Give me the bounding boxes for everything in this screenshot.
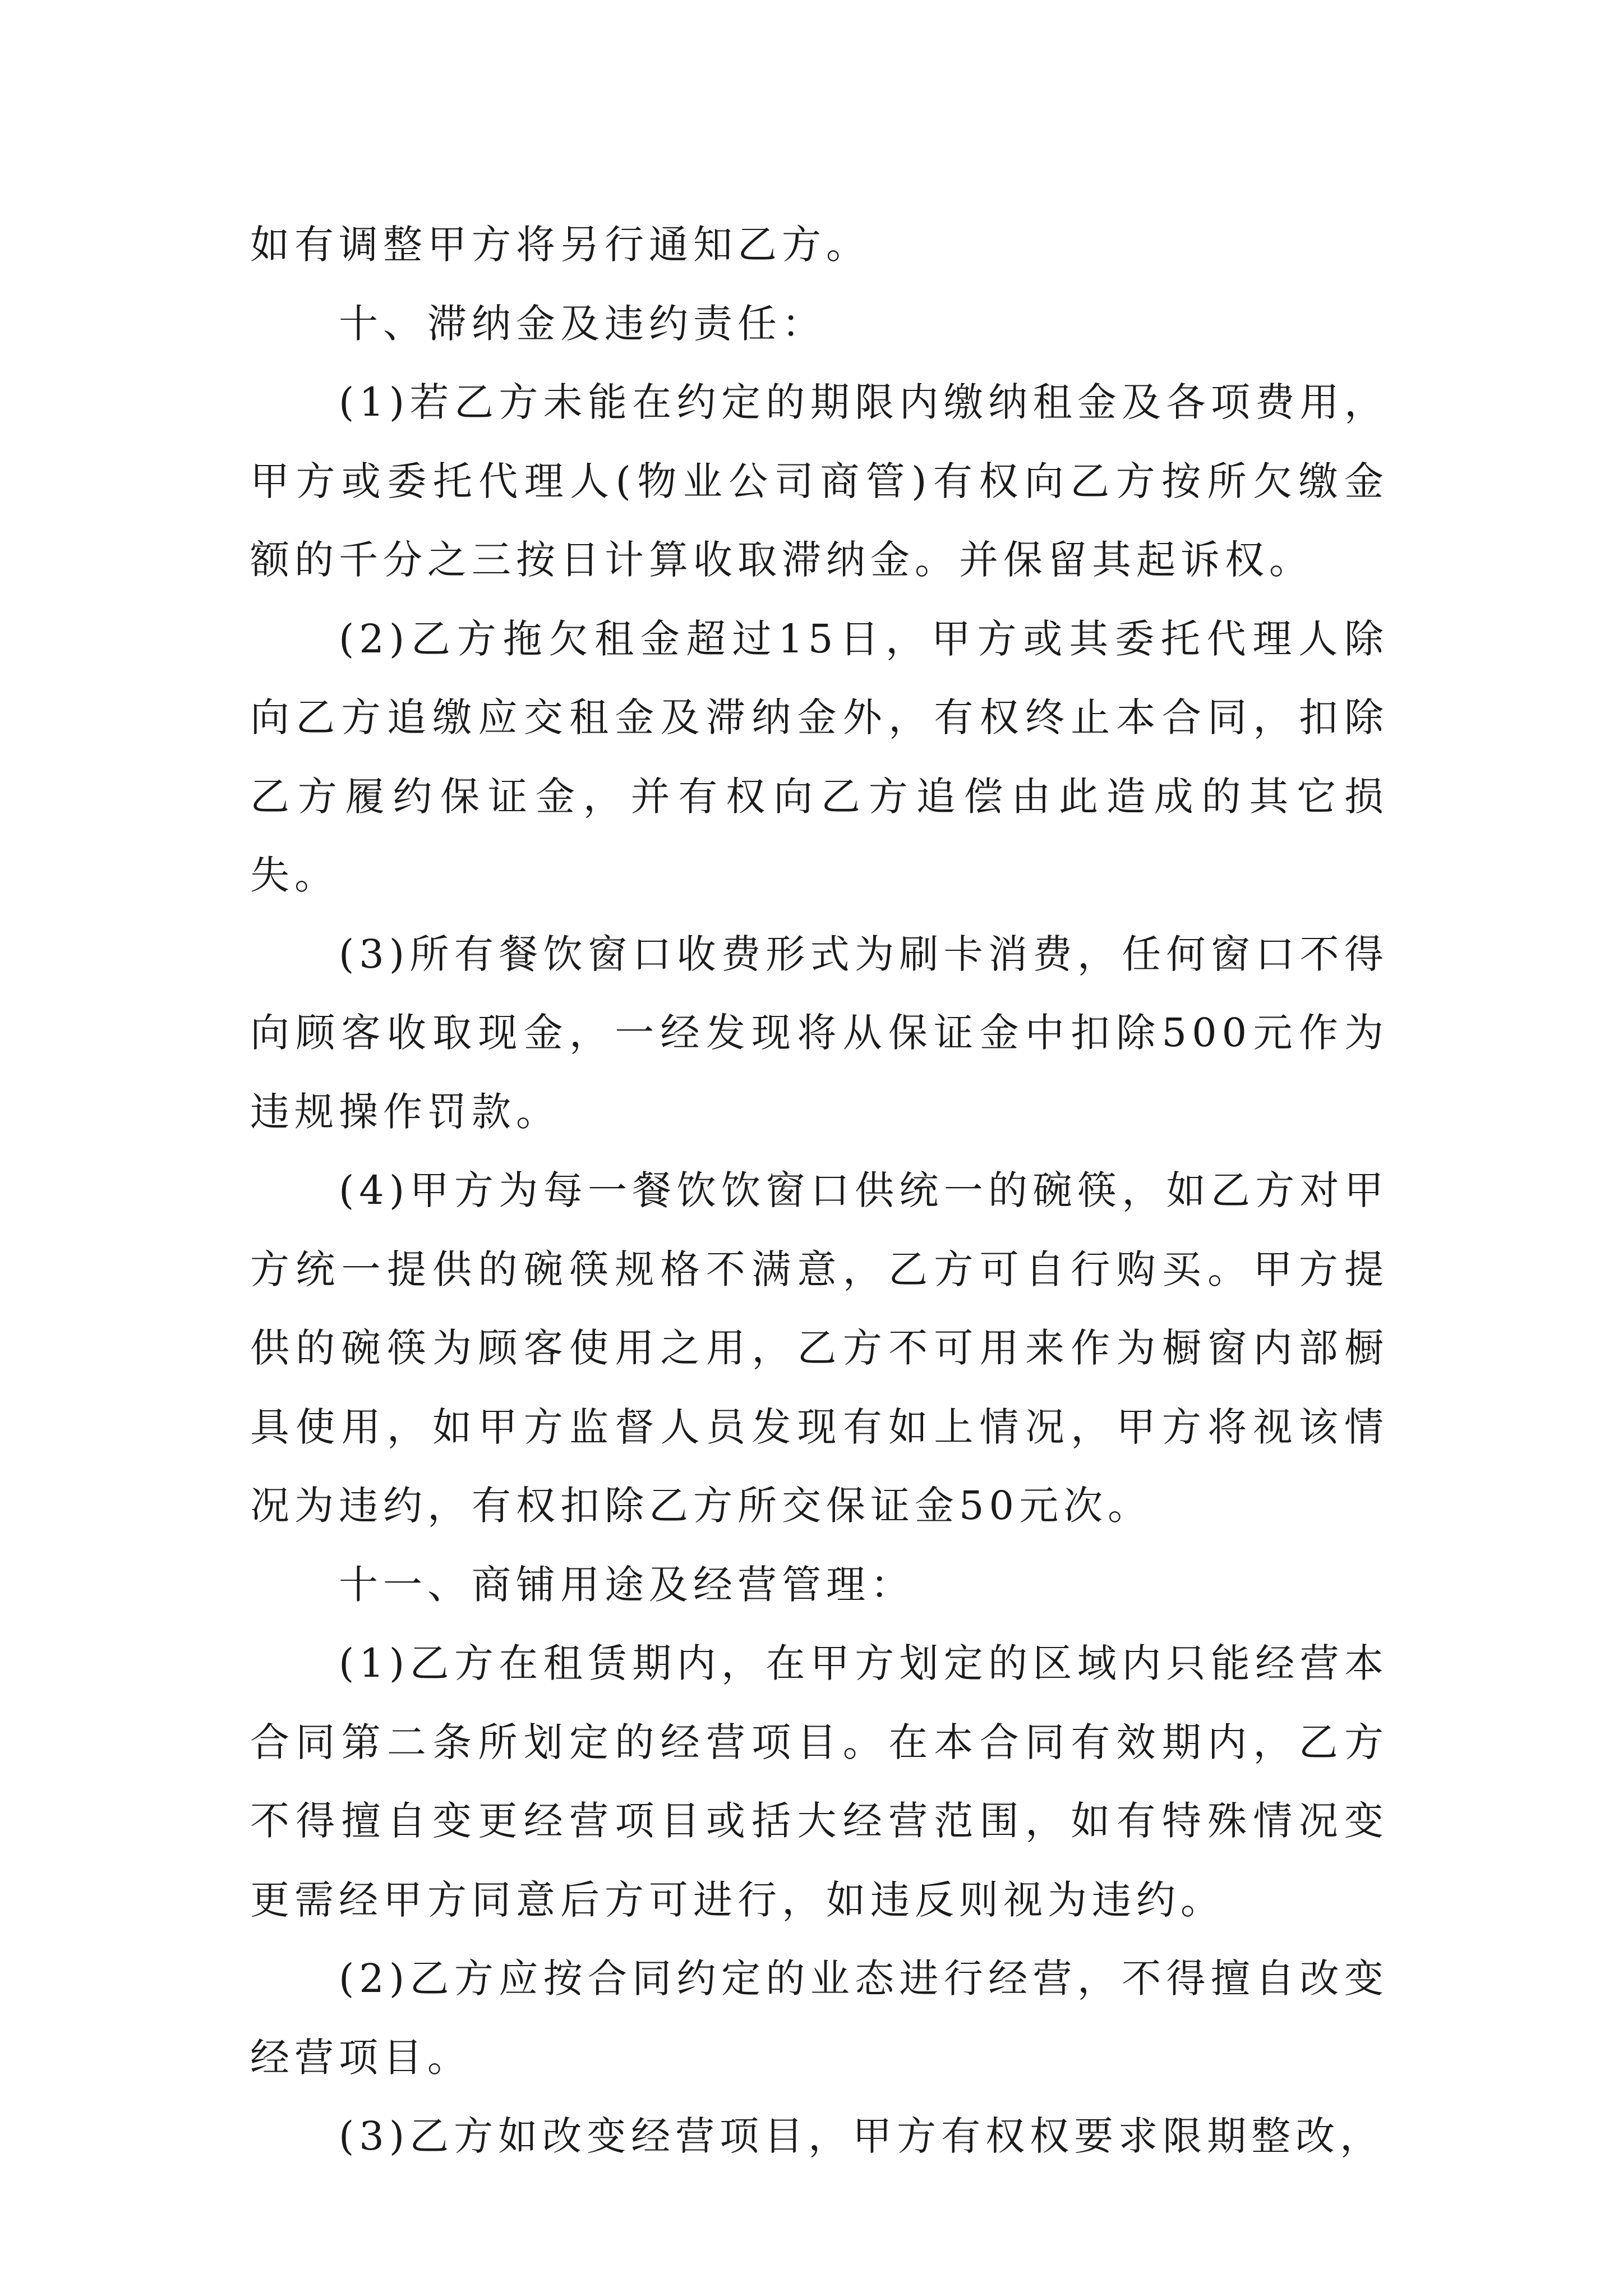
- clause-10-3: (3)所有餐饮窗口收费形式为刷卡消费，任何窗口不得向顾客收取现金，一经发现将从保证金中扣除500元作为违规操作罚款。: [250, 931, 1389, 1135]
- document-body: [250, 205, 1389, 2176]
- clause-11-1: (1)乙方在租赁期内，在甲方划定的区域内只能经营本合同第二条所划定的经营项目。在本合同有效期内，乙方不得擅自变更经营项目或括大经营范围，如有特殊情况变更需经甲方同意后方可进行，如违反则视为违约。: [250, 1640, 1389, 1923]
- clause-11-3: (3)乙方如改变经营项目，甲方有权权要求限期整改，: [339, 2113, 1385, 2159]
- section-heading-11: 十一、商铺用途及经营管理：: [339, 1561, 915, 1608]
- clause-11-2: (2)乙方应按合同约定的业态进行经营，不得擅自改变经营项目。: [250, 1955, 1389, 2081]
- section-heading-10: 十、滞纳金及违约责任：: [339, 300, 826, 347]
- clause-10-1: (1)若乙方未能在约定的期限内缴纳租金及各项费用，甲方或委托代理人(物业公司商管)有权向乙方按所欠缴金额的千分之三按日计算收取滞纳金。并保留其起诉权。: [250, 379, 1389, 583]
- clause-10-2: (2)乙方拖欠租金超过15日，甲方或其委托代理人除向乙方追缴应交租金及滞纳金外，有权终止本合同，扣除乙方履约保证金，并有权向乙方追偿由此造成的其它损失。: [250, 615, 1389, 898]
- paragraph-continuation: 如有调整甲方将另行通知乙方。: [250, 222, 870, 268]
- clause-10-4: (4)甲方为每一餐饮饮窗口供统一的碗筷，如乙方对甲方统一提供的碗筷规格不满意，乙方可自行购买。甲方提供的碗筷为顾客使用之用，乙方不可用来作为橱窗内部橱具使用，如甲方监督人员发现有如上情况，甲方将视该情况为违约，有权扣除乙方所交保证金50元次。: [250, 1167, 1389, 1529]
